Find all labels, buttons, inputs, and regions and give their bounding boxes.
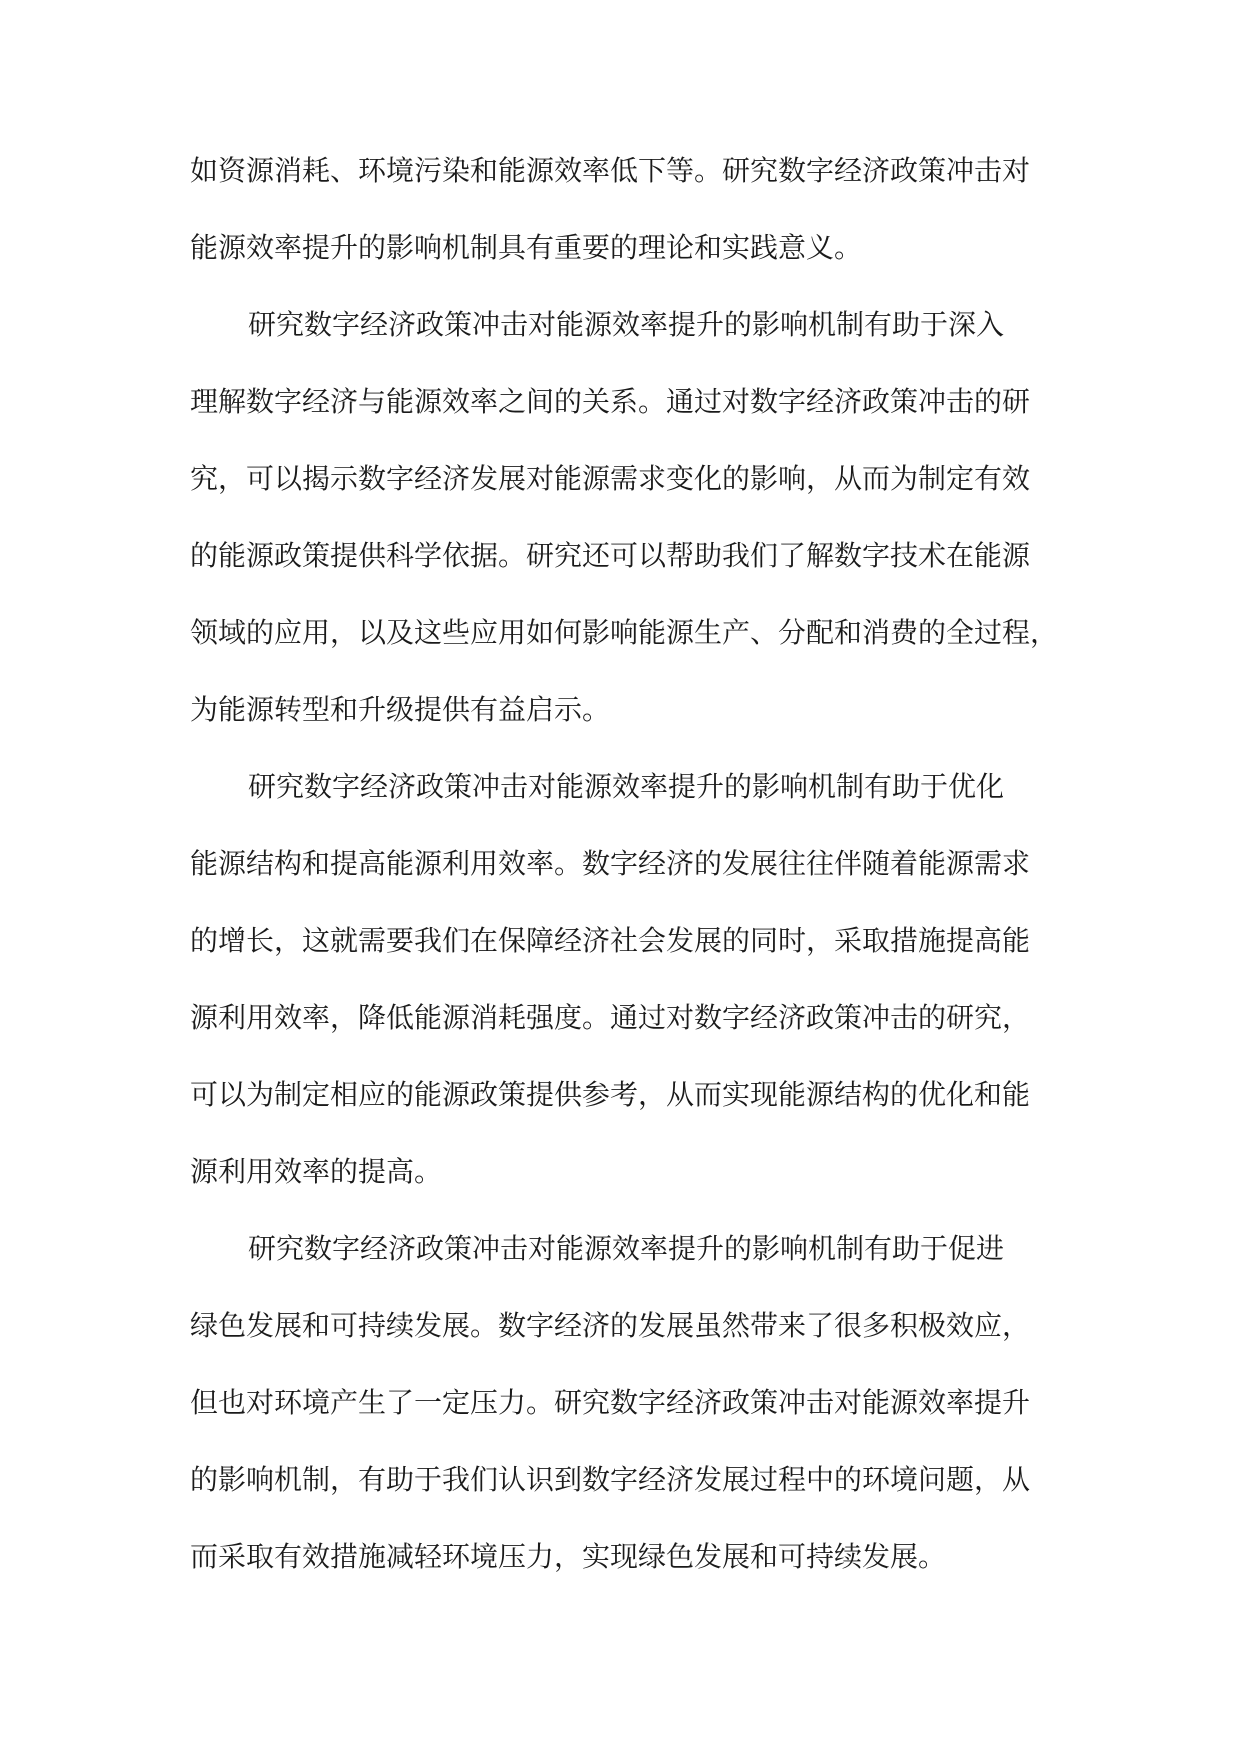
paragraph-first-line: 研究数字经济政策冲击对能源效率提升的影响机制有助于深入	[248, 308, 1005, 341]
paragraph-first-line: 研究数字经济政策冲击对能源效率提升的影响机制有助于优化	[248, 770, 1005, 803]
text-line: 的增长，这就需要我们在保障经济社会发展的同时，采取措施提高能	[190, 924, 1031, 957]
body-text	[190, 141, 1058, 1604]
text-line: 的影响机制，有助于我们认识到数字经济发展过程中的环境问题，从	[190, 1463, 1031, 1496]
text-line: 能源效率提升的影响机制具有重要的理论和实践意义。	[190, 231, 863, 264]
text-line: 能源结构和提高能源利用效率。数字经济的发展往往伴随着能源需求	[190, 847, 1031, 880]
text-line: 究，可以揭示数字经济发展对能源需求变化的影响，从而为制定有效	[190, 462, 1031, 495]
paragraph-first-line: 研究数字经济政策冲击对能源效率提升的影响机制有助于促进	[248, 1232, 1005, 1265]
text-line: 领域的应用，以及这些应用如何影响能源生产、分配和消费的全过程，	[190, 616, 1058, 649]
text-line: 源利用效率，降低能源消耗强度。通过对数字经济政策冲击的研究，	[190, 1001, 1031, 1034]
text-line: 而采取有效措施减轻环境压力，实现绿色发展和可持续发展。	[190, 1540, 947, 1573]
text-line: 可以为制定相应的能源政策提供参考，从而实现能源结构的优化和能	[190, 1078, 1031, 1111]
text-line: 为能源转型和升级提供有益启示。	[190, 693, 611, 726]
text-line: 理解数字经济与能源效率之间的关系。通过对数字经济政策冲击的研	[190, 385, 1031, 418]
text-line: 源利用效率的提高。	[190, 1155, 443, 1188]
text-line: 但也对环境产生了一定压力。研究数字经济政策冲击对能源效率提升	[190, 1386, 1031, 1419]
text-line: 如资源消耗、环境污染和能源效率低下等。研究数字经济政策冲击对	[190, 154, 1031, 187]
text-line: 绿色发展和可持续发展。数字经济的发展虽然带来了很多积极效应，	[190, 1309, 1031, 1342]
text-line: 的能源政策提供科学依据。研究还可以帮助我们了解数字技术在能源	[190, 539, 1031, 572]
